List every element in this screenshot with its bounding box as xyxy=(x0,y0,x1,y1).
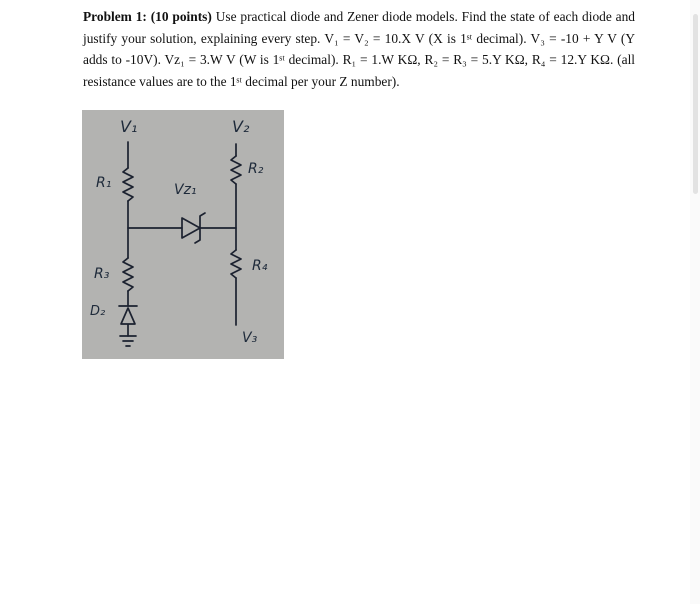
r2-r3-value: R₂ = R₃ = 5.Y KΩ, xyxy=(424,52,529,67)
v1-v2-value: V₁ = V₂ = 10.X V xyxy=(324,30,425,46)
scrollbar-thumb[interactable] xyxy=(693,14,698,194)
circuit-diagram xyxy=(82,110,284,359)
label-v3: V₃ xyxy=(242,330,258,346)
label-r2: R₂ xyxy=(248,161,264,177)
label-r3: R₃ xyxy=(94,266,110,282)
vz1-value: Vz₁ = 3.W V xyxy=(164,52,236,67)
label-vz1: Vz₁ xyxy=(174,182,197,198)
intro-text: Use practical diode and Zener diode models. Find the state of each diode and justify your solution, explaining every step. xyxy=(83,9,635,46)
ground-symbol xyxy=(120,336,136,346)
d2-diode xyxy=(119,306,137,336)
closing-note: (all resistance values are to the 1ˢᵗ decimal per your Z number). xyxy=(83,52,636,89)
r1-value: R₁ = 1.W KΩ, xyxy=(342,52,421,67)
label-v1: V₁ xyxy=(120,117,138,136)
problem-heading: Problem 1: (10 points) xyxy=(83,9,212,24)
label-d2: D₂ xyxy=(90,304,106,319)
x-note: (X is 1ˢᵗ decimal). xyxy=(428,30,527,46)
y-note: (Y adds to -10V). xyxy=(83,30,635,67)
problem-statement xyxy=(83,6,635,92)
circuit-figure xyxy=(82,110,284,359)
r1-resistor xyxy=(123,168,133,201)
w-note: (W is 1ˢᵗ decimal). xyxy=(239,52,339,67)
vertical-scrollbar[interactable] xyxy=(690,0,700,604)
label-r1: R₁ xyxy=(96,175,112,191)
r3-resistor xyxy=(123,258,133,291)
r4-value: R₄ = 12.Y KΩ. xyxy=(531,52,614,67)
label-r4: R₄ xyxy=(252,258,268,274)
r4-resistor xyxy=(231,250,241,278)
label-v2: V₂ xyxy=(232,117,250,136)
r2-resistor xyxy=(231,156,241,184)
v3-value: V₃ = -10 + Y V xyxy=(530,30,617,46)
